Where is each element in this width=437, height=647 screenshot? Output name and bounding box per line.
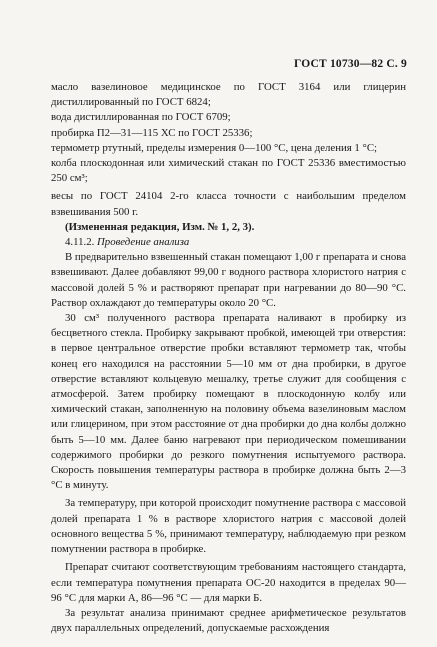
list-item: термометр ртутный, пределы измерения 0—100 °С, цена деления 1 °С; <box>51 141 378 154</box>
list-item: вода дистиллированная по ГОСТ 6709; <box>51 111 231 124</box>
section-heading <box>51 235 406 250</box>
section-number: 4.11.2. <box>65 236 95 249</box>
document-body <box>51 80 406 636</box>
paragraph: За температуру, при которой происходит помутнение раствора с массовой долей препарата 1 % в растворе хлористого натрия с массовой долей основного вещества 5 %, принимают температуру, наблюдаемую при резком помутнении раствора в пробирке. <box>51 497 406 556</box>
paragraph: В предварительно взвешенный стакан помещают 1,00 г препарата и снова взвешивают. Далее добавляют 99,00 г водного раствора хлористого натрия с массовой долей 5 % и растворяют препарат при нагревании до 80—90 °С. Раствор охлаждают до температуры около 20 °С. <box>51 251 406 309</box>
paragraph: 30 см³ полученного раствора препарата наливают в пробирку из бесцветного стекла. Пробирку закрывают пробкой, имеющей три отверстия: в первое центральное отверстие пробки вставляют термометр так, чтобы конец его находился на расстоянии 5—10 мм от дна пробирки, в другое отверстие вставляют кольцевую мешалку, третье служит для сообщения с атмосферой. Затем пробирку помещают в плоскодонную колбу или химический стакан, заполненную на половину объема вазелиновым маслом или глицерином, при этом расстояние от дна пробирки до дна колбы должно быть 5—10 мм. Далее баню нагревают при периодическом помешивании содержимого пробирки до резкого помутнения испытуемого раствора. Скорость повышения температуры раствора в пробирке должна быть 2—3 °С в минуту. <box>51 312 406 492</box>
list-item: весы по ГОСТ 24104 2-го класса точности с наибольшим пределом взвешивания 500 г. <box>51 190 406 218</box>
running-header: ГОСТ 10730—82 С. 9 <box>294 58 407 70</box>
list-item: масло вазелиновое медицинское по ГОСТ 3164 или глицерин дистиллированный по ГОСТ 6824; <box>51 81 406 109</box>
list-item: колба плоскодонная или химический стакан по ГОСТ 25336 вместимостью 250 см³; <box>51 157 406 185</box>
paragraph: За результат анализа принимают среднее арифметическое результатов двух параллельных определений, допускаемые расхождения <box>51 606 406 635</box>
section-title: Проведение анализа <box>97 236 190 249</box>
paragraph: Препарат считают соответствующим требованиям настоящего стандарта, если температура помутнения препарата ОС-20 находится в пределах 90—96 °С для марки А, 86—96 °С — для марки Б. <box>51 561 406 604</box>
revision-note: (Измененная редакция, Изм. № 1, 2, 3). <box>65 220 255 233</box>
list-item: пробирка П2—31—115 ХС по ГОСТ 25336; <box>51 126 253 139</box>
